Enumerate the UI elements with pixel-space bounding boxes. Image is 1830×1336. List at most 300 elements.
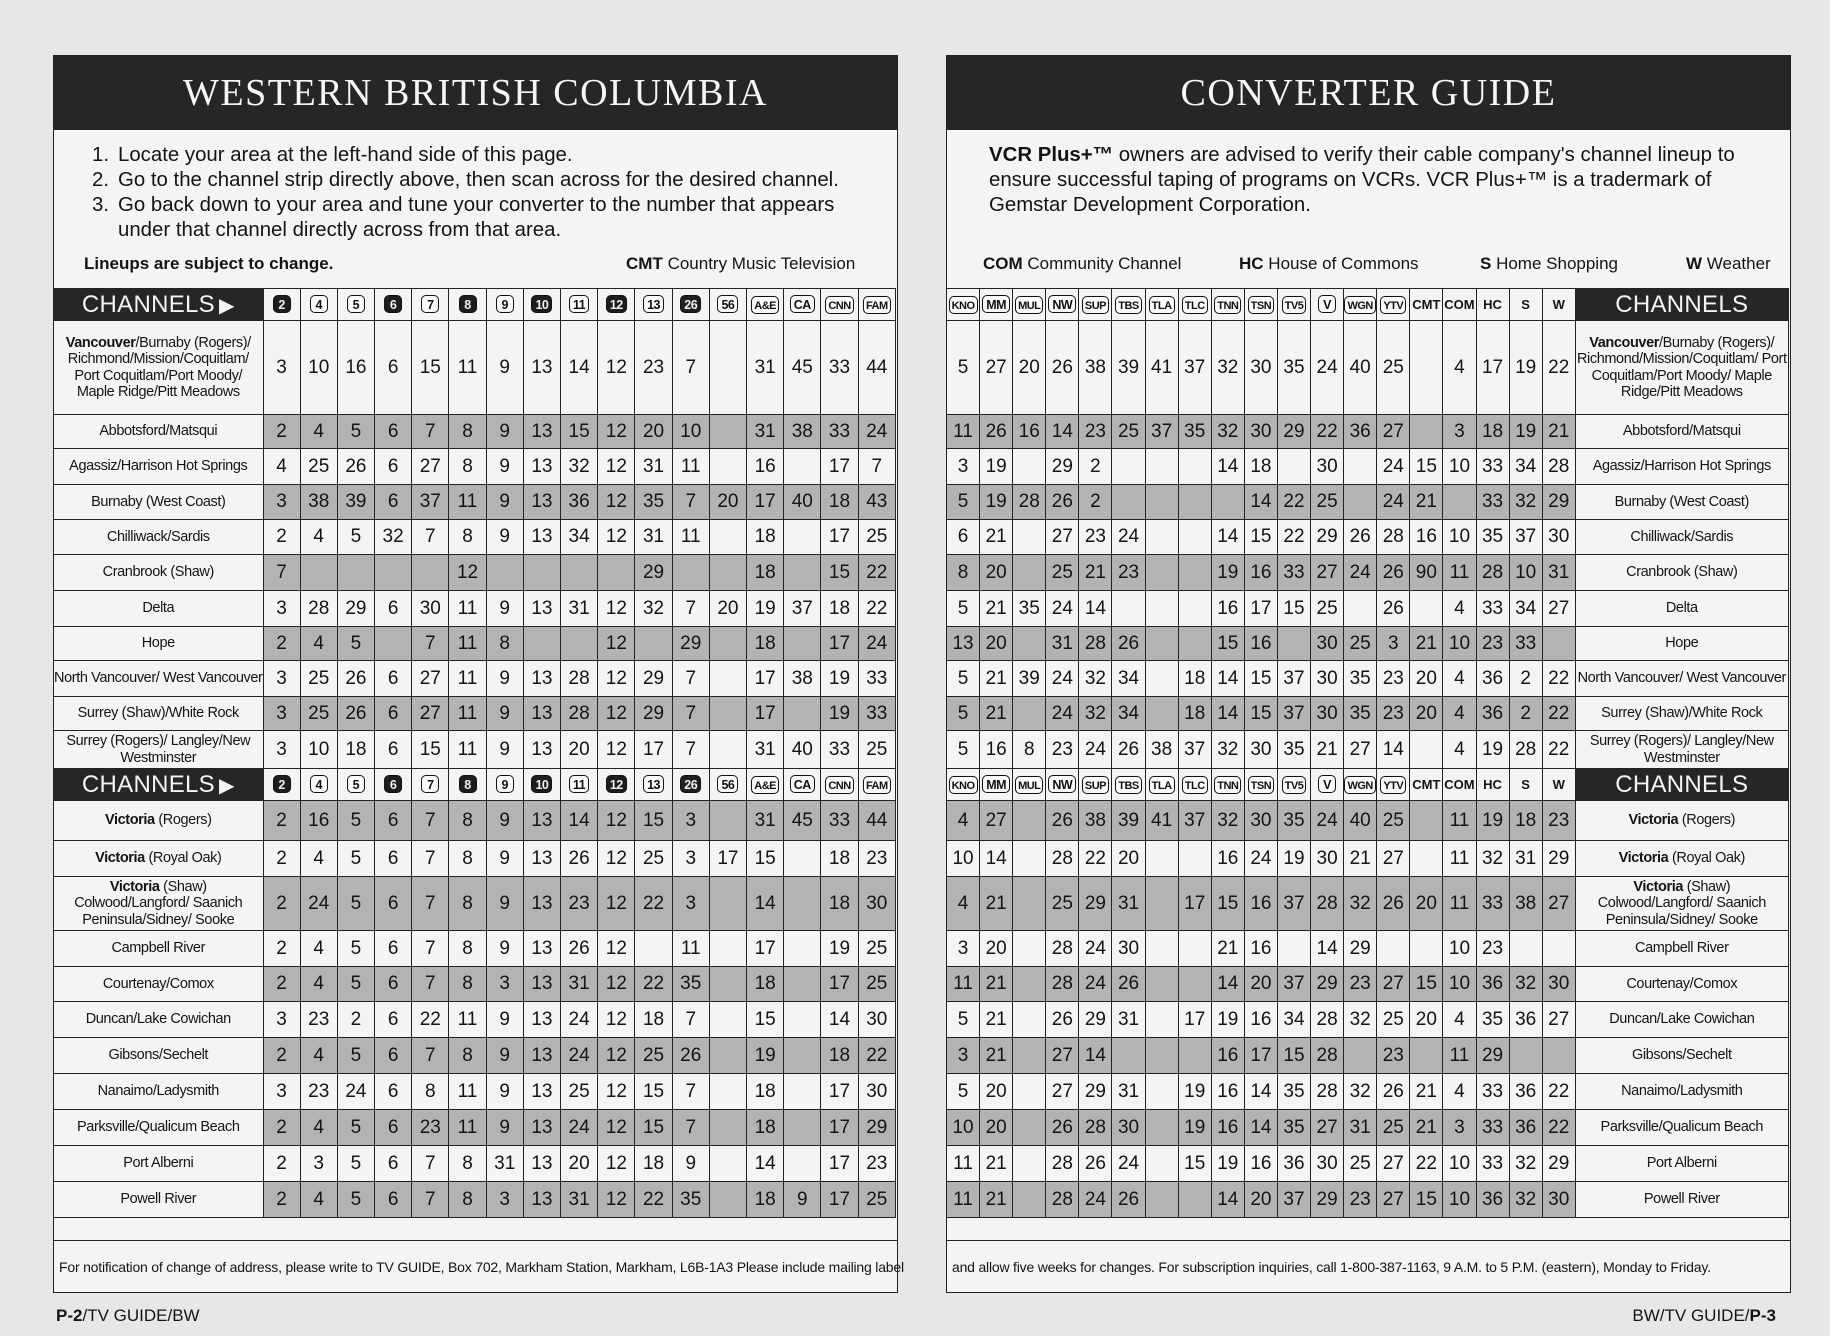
channel-number-cell: 19	[1211, 1002, 1244, 1038]
channel-number-cell: 3	[672, 841, 709, 877]
channel-number-cell: 23	[1377, 661, 1410, 697]
area-name-text: Chilliwack/Sardis	[1630, 528, 1734, 545]
channel-number-cell: 35	[1344, 661, 1377, 697]
area-row	[947, 697, 1789, 731]
right-page	[946, 55, 1791, 1293]
area-name-text: Parksville/Qualicum Beach	[1600, 1119, 1764, 1136]
channel-number-cell	[1410, 321, 1443, 415]
channel-number-cell: 26	[1377, 555, 1410, 591]
area-name-text: Burnaby (West Coast)	[1614, 493, 1749, 510]
channel-number-cell: 13	[523, 931, 560, 967]
channel-number-cell: 34	[1509, 591, 1542, 627]
channel-number-cell: 22	[1079, 841, 1112, 877]
channel-number-cell: 12	[598, 967, 635, 1002]
channel-number-cell: 34	[561, 520, 598, 555]
channel-number-cell	[709, 801, 746, 841]
channel-number-cell: 30	[1112, 1110, 1145, 1146]
channel-number-cell: 18	[747, 520, 784, 555]
channel-number-cell: 7	[672, 697, 709, 731]
channel-number-cell: 35	[1277, 1110, 1310, 1146]
channel-header-cell	[598, 289, 635, 321]
channel-number-cell: 20	[1112, 841, 1145, 877]
legend-item	[1686, 254, 1771, 274]
channel-number-cell: 36	[1476, 1182, 1509, 1218]
channel-number-cell: 31	[635, 449, 672, 485]
channel-badge: 12	[606, 775, 627, 793]
channel-number-cell: 33	[1277, 555, 1310, 591]
channel-number-cell: 2	[263, 841, 300, 877]
channel-number-cell	[709, 1110, 746, 1146]
channel-number-cell: 35	[1178, 415, 1211, 449]
channel-number-cell: 14	[561, 801, 598, 841]
channel-number-cell: 39	[337, 485, 374, 520]
channel-number-cell: 17	[821, 449, 858, 485]
channel-number-cell: 18	[1244, 449, 1277, 485]
channel-number-cell: 40	[1344, 321, 1377, 415]
area-row	[947, 1110, 1789, 1146]
area-name-cell	[54, 321, 264, 415]
area-row	[947, 485, 1789, 520]
channel-number-cell: 23	[1377, 697, 1410, 731]
channel-number-cell: 4	[300, 1110, 337, 1146]
channel-number-cell: 24	[1079, 967, 1112, 1002]
area-row	[54, 627, 896, 661]
channel-number-cell	[1410, 591, 1443, 627]
channel-number-cell: 6	[375, 841, 412, 877]
area-name-text: Nanaimo/Ladysmith	[97, 1083, 219, 1100]
channel-number-cell: 3	[486, 1182, 523, 1218]
instruction-text: Locate your area at the left-hand side of this page.	[118, 144, 573, 166]
channel-number-cell: 4	[1443, 731, 1476, 769]
channel-number-cell	[1013, 555, 1046, 591]
area-name-text: Gibsons/Sechelt	[108, 1047, 209, 1064]
channel-number-cell: 18	[747, 1110, 784, 1146]
channel-number-cell	[709, 931, 746, 967]
channel-number-cell	[1013, 801, 1046, 841]
channel-header-cell	[858, 769, 895, 801]
channel-header-cell	[672, 289, 709, 321]
area-name-text: Delta	[1665, 600, 1698, 617]
channel-number-cell: 38	[1079, 801, 1112, 841]
channel-number-cell	[1178, 591, 1211, 627]
channel-number-cell: 26	[1046, 1110, 1079, 1146]
channel-number-cell: 26	[1377, 591, 1410, 627]
channel-number-cell: 19	[747, 591, 784, 627]
area-row	[947, 931, 1789, 967]
channel-number-cell: 30	[1311, 627, 1344, 661]
channel-number-cell: 25	[858, 1182, 895, 1218]
channel-number-cell: 25	[1377, 321, 1410, 415]
left-page-number	[56, 1306, 200, 1326]
channel-number-cell	[1145, 1002, 1178, 1038]
channel-number-cell: 13	[523, 801, 560, 841]
channel-number-cell: 5	[337, 801, 374, 841]
channel-number-cell	[1344, 1038, 1377, 1074]
channel-number-cell	[1410, 415, 1443, 449]
channel-header-cell	[1244, 289, 1277, 321]
channel-number-cell: 35	[1277, 801, 1310, 841]
channel-number-cell	[1013, 1110, 1046, 1146]
channel-number-cell: 15	[635, 1074, 672, 1110]
channel-number-cell: 27	[1377, 415, 1410, 449]
channel-number-cell: 3	[672, 877, 709, 931]
channel-number-cell: 4	[300, 931, 337, 967]
vcr-note	[989, 143, 1769, 218]
channel-header-cell	[561, 289, 598, 321]
right-page-title: CONVERTER GUIDE	[947, 56, 1790, 130]
channel-number-cell: 22	[858, 555, 895, 591]
channel-badge: W	[1552, 296, 1565, 312]
channel-number-cell: 31	[1112, 1002, 1145, 1038]
channel-number-cell: 32	[1476, 841, 1509, 877]
channel-header-cell	[1344, 289, 1377, 321]
channel-number-cell: 33	[1476, 1110, 1509, 1146]
channel-number-cell: 38	[1145, 731, 1178, 769]
channel-number-cell: 30	[1542, 967, 1575, 1002]
channel-number-cell: 28	[561, 697, 598, 731]
channel-badge: 56	[717, 775, 738, 793]
channel-number-cell: 21	[980, 697, 1013, 731]
area-name-text: Duncan/Lake Cowichan	[1609, 1011, 1755, 1028]
channel-number-cell: 10	[300, 321, 337, 415]
channel-number-cell	[1145, 627, 1178, 661]
channel-number-cell: 13	[523, 591, 560, 627]
channel-number-cell: 3	[947, 931, 980, 967]
channel-number-cell: 13	[523, 841, 560, 877]
channel-number-cell: 22	[635, 1182, 672, 1218]
channel-number-cell: 2	[263, 877, 300, 931]
area-name-text: Hope	[1665, 635, 1699, 652]
channel-number-cell: 20	[980, 627, 1013, 661]
channel-number-cell: 22	[1542, 697, 1575, 731]
channel-number-cell: 36	[1476, 967, 1509, 1002]
channel-number-cell: 35	[1277, 321, 1310, 415]
channel-number-cell: 22	[1542, 321, 1575, 415]
channel-number-cell: 31	[747, 415, 784, 449]
area-name-cell	[54, 415, 264, 449]
area-row	[947, 841, 1789, 877]
channel-number-cell	[1542, 627, 1575, 661]
channel-number-cell: 25	[635, 841, 672, 877]
channel-number-cell: 45	[784, 801, 821, 841]
channel-number-cell	[300, 555, 337, 591]
channel-number-cell	[709, 449, 746, 485]
channel-number-cell	[1410, 731, 1443, 769]
channels-arrow-icon: ▶	[218, 774, 235, 797]
channel-badge: 4	[310, 775, 328, 793]
channel-number-cell: 6	[375, 1074, 412, 1110]
channel-badge: V	[1318, 295, 1336, 313]
channel-number-cell: 15	[747, 841, 784, 877]
channel-number-cell: 32	[1344, 1074, 1377, 1110]
channel-number-cell: 6	[375, 591, 412, 627]
channel-number-cell: 37	[1277, 661, 1310, 697]
channel-header-cell	[1211, 289, 1244, 321]
area-name-text: (Rogers)	[154, 812, 212, 829]
channel-number-cell: 30	[1542, 520, 1575, 555]
channel-number-cell: 23	[1476, 627, 1509, 661]
channel-number-cell: 26	[1079, 1146, 1112, 1182]
channel-number-cell: 15	[747, 1002, 784, 1038]
area-row	[947, 321, 1789, 415]
channel-number-cell: 9	[486, 931, 523, 967]
channel-badge: TLC	[1182, 296, 1208, 314]
channel-number-cell: 21	[1410, 1074, 1443, 1110]
channel-number-cell	[1542, 931, 1575, 967]
channel-number-cell	[375, 555, 412, 591]
channel-number-cell: 27	[1046, 1074, 1079, 1110]
channel-number-cell	[1344, 591, 1377, 627]
channel-number-cell: 17	[821, 520, 858, 555]
channel-number-cell	[598, 555, 635, 591]
area-name-cell	[1575, 1110, 1788, 1146]
channel-number-cell: 9	[486, 697, 523, 731]
legend-abbr: COM	[983, 254, 1023, 273]
channel-number-cell: 18	[337, 731, 374, 769]
area-name-text: Hope	[141, 635, 175, 652]
channel-number-cell: 29	[1079, 1002, 1112, 1038]
channel-number-cell: 28	[1377, 520, 1410, 555]
channel-number-cell: 18	[1509, 801, 1542, 841]
channel-badge: TLC	[1182, 776, 1208, 794]
channel-number-cell: 26	[672, 1038, 709, 1074]
area-name-cell	[1575, 321, 1788, 415]
channel-badge: COM	[1444, 776, 1475, 792]
channel-header-cell	[1542, 769, 1575, 801]
channel-number-cell: 40	[1344, 801, 1377, 841]
channel-number-cell: 23	[1476, 931, 1509, 967]
channel-header-cell	[300, 289, 337, 321]
channel-number-cell: 15	[1410, 1182, 1443, 1218]
channel-number-cell: 24	[1046, 661, 1079, 697]
channel-number-cell: 12	[598, 485, 635, 520]
channel-number-cell: 22	[1542, 731, 1575, 769]
vcr-text: owners are advised to verify their cable company's channel lineup to ensure successful taping of programs on VCRs. VCR Plus+™ is a tradermark of Gemstar Development Corporation.	[989, 144, 1735, 216]
channel-number-cell: 26	[1046, 485, 1079, 520]
channel-number-cell	[1013, 697, 1046, 731]
area-row	[54, 1002, 896, 1038]
channel-number-cell: 16	[1244, 627, 1277, 661]
channel-number-cell	[1443, 485, 1476, 520]
channel-number-cell: 30	[1112, 931, 1145, 967]
channel-number-cell	[1178, 449, 1211, 485]
channel-badge: TLA	[1149, 776, 1175, 794]
channel-number-cell: 32	[1211, 415, 1244, 449]
channel-badge: 13	[643, 775, 664, 793]
instruction-text: Go to the channel strip directly above, then scan across for the desired channel.	[118, 169, 839, 191]
channel-number-cell: 19	[1509, 321, 1542, 415]
channel-number-cell	[709, 1002, 746, 1038]
area-name-text: Abbotsford/Matsqui	[1622, 423, 1741, 440]
channel-number-cell: 26	[1046, 321, 1079, 415]
channel-number-cell: 21	[980, 661, 1013, 697]
channel-badge: TBS	[1115, 296, 1142, 314]
channel-number-cell: 19	[1211, 555, 1244, 591]
area-name-cell	[1575, 449, 1788, 485]
channel-number-cell: 16	[747, 449, 784, 485]
channel-number-cell: 18	[1476, 415, 1509, 449]
channel-number-cell: 38	[784, 415, 821, 449]
channel-number-cell: 5	[337, 1182, 374, 1218]
channel-number-cell: 7	[672, 731, 709, 769]
channel-number-cell: 20	[709, 485, 746, 520]
channel-number-cell: 6	[375, 321, 412, 415]
channel-number-cell: 27	[1046, 520, 1079, 555]
channel-number-cell: 25	[858, 967, 895, 1002]
channels-header-row	[947, 289, 1789, 321]
channel-number-cell: 18	[747, 1182, 784, 1218]
channel-header-cell	[486, 289, 523, 321]
channel-number-cell	[784, 697, 821, 731]
channel-number-cell: 20	[1410, 877, 1443, 931]
channel-header-cell	[523, 769, 560, 801]
channel-number-cell: 13	[523, 485, 560, 520]
area-row	[947, 449, 1789, 485]
channel-badge: 7	[421, 295, 439, 313]
channel-number-cell: 19	[980, 449, 1013, 485]
channel-number-cell: 18	[1178, 697, 1211, 731]
channel-badge: 5	[347, 775, 365, 793]
channel-number-cell: 7	[412, 627, 449, 661]
channel-number-cell: 21	[980, 1182, 1013, 1218]
channel-number-cell	[1178, 1182, 1211, 1218]
channel-number-cell: 2	[263, 1182, 300, 1218]
channel-number-cell: 18	[747, 627, 784, 661]
channel-number-cell	[1145, 967, 1178, 1002]
channel-number-cell: 30	[1311, 841, 1344, 877]
area-name-cell	[54, 485, 264, 520]
channel-number-cell	[1344, 485, 1377, 520]
channel-number-cell: 19	[1509, 415, 1542, 449]
area-row	[54, 555, 896, 591]
channel-number-cell: 15	[635, 1110, 672, 1146]
channel-number-cell: 28	[561, 661, 598, 697]
channel-number-cell: 11	[449, 321, 486, 415]
channel-number-cell: 24	[1112, 1146, 1145, 1182]
channel-number-cell: 23	[1344, 1182, 1377, 1218]
cmt-text: Country Music Television	[667, 254, 856, 273]
channel-number-cell: 33	[858, 661, 895, 697]
channels-header-row	[54, 769, 896, 801]
area-name-text: Abbotsford/Matsqui	[99, 423, 218, 440]
channel-badge: HC	[1483, 296, 1502, 312]
channels-label-text: CHANNELS	[81, 290, 215, 318]
channel-number-cell: 13	[947, 627, 980, 661]
channel-badge: COM	[1444, 296, 1475, 312]
channel-number-cell: 36	[561, 485, 598, 520]
channel-number-cell	[709, 877, 746, 931]
channel-header-cell	[784, 289, 821, 321]
channel-number-cell: 24	[1344, 555, 1377, 591]
channel-number-cell: 7	[672, 1002, 709, 1038]
channel-number-cell	[635, 931, 672, 967]
channel-number-cell: 44	[858, 321, 895, 415]
channel-number-cell: 38	[784, 661, 821, 697]
channel-number-cell: 4	[1443, 1074, 1476, 1110]
channel-number-cell: 6	[375, 1110, 412, 1146]
channel-header-cell	[980, 289, 1013, 321]
channel-number-cell	[1145, 1038, 1178, 1074]
channel-number-cell: 4	[300, 841, 337, 877]
channel-badge: W	[1552, 776, 1565, 792]
channel-number-cell: 2	[1079, 449, 1112, 485]
channel-number-cell	[1178, 485, 1211, 520]
channel-number-cell: 3	[263, 321, 300, 415]
channels-label	[54, 769, 264, 801]
area-row	[54, 1110, 896, 1146]
channel-number-cell: 26	[561, 931, 598, 967]
channels-label-text: CHANNELS	[1615, 770, 1749, 798]
channel-number-cell: 25	[300, 449, 337, 485]
channel-number-cell: 12	[598, 415, 635, 449]
channel-number-cell	[1013, 520, 1046, 555]
channel-number-cell: 15	[635, 801, 672, 841]
channel-number-cell: 37	[784, 591, 821, 627]
channel-number-cell	[709, 1146, 746, 1182]
channel-badge: MM	[982, 775, 1010, 793]
instruction-item	[92, 193, 882, 243]
channel-number-cell: 29	[1079, 877, 1112, 931]
channel-number-cell: 10	[1443, 627, 1476, 661]
channel-number-cell: 37	[1277, 1182, 1310, 1218]
area-name-text: Cranbrook (Shaw)	[1626, 564, 1738, 581]
channel-number-cell: 11	[947, 415, 980, 449]
channel-number-cell: 21	[1410, 485, 1443, 520]
channel-number-cell: 9	[672, 1146, 709, 1182]
area-row	[54, 661, 896, 697]
channel-number-cell: 27	[1377, 841, 1410, 877]
channel-number-cell: 3	[263, 661, 300, 697]
channel-number-cell: 3	[1443, 415, 1476, 449]
channel-badge: 26	[680, 775, 701, 793]
channel-number-cell: 20	[1410, 661, 1443, 697]
area-name-text: Port Alberni	[123, 1155, 194, 1172]
legend-abbr: HC	[1239, 254, 1264, 273]
channel-number-cell: 10	[1443, 967, 1476, 1002]
channel-number-cell: 5	[337, 931, 374, 967]
channel-number-cell: 20	[1244, 967, 1277, 1002]
cmt-abbr: CMT	[626, 254, 663, 273]
instructions-list	[92, 143, 882, 243]
channel-number-cell: 29	[1542, 485, 1575, 520]
channel-number-cell: 35	[672, 967, 709, 1002]
channel-badge: HC	[1483, 776, 1502, 792]
channel-number-cell: 25	[1377, 801, 1410, 841]
channel-number-cell: 11	[449, 1002, 486, 1038]
channel-header-cell	[747, 289, 784, 321]
channel-header-cell	[635, 289, 672, 321]
channel-badge: 26	[680, 295, 701, 313]
channel-number-cell: 29	[1542, 1146, 1575, 1182]
channel-number-cell: 29	[1476, 1038, 1509, 1074]
channel-header-cell	[947, 769, 980, 801]
channel-number-cell	[1145, 1182, 1178, 1218]
channel-number-cell: 11	[947, 1182, 980, 1218]
channel-number-cell: 19	[1277, 841, 1310, 877]
channel-number-cell: 27	[412, 449, 449, 485]
area-name-cell	[54, 661, 264, 697]
area-name-bold: Vancouver	[1589, 334, 1659, 351]
channel-number-cell: 8	[1013, 731, 1046, 769]
channel-number-cell: 17	[821, 967, 858, 1002]
channel-number-cell: 11	[449, 627, 486, 661]
channel-number-cell: 19	[980, 485, 1013, 520]
channel-number-cell: 23	[561, 877, 598, 931]
legend-text: House of Commons	[1268, 254, 1419, 273]
channel-number-cell: 30	[1244, 801, 1277, 841]
channel-number-cell: 31	[635, 520, 672, 555]
channel-badge: 10	[531, 775, 552, 793]
